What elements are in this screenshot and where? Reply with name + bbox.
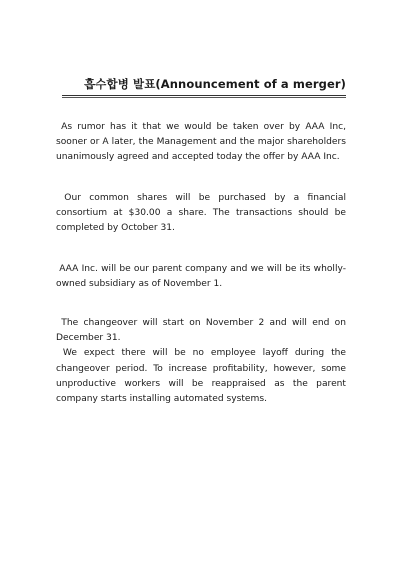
paragraph-text: AAA Inc. will be our parent company and we will be its wholly-owned subsidiary as of November 1. bbox=[56, 264, 346, 290]
title-underline bbox=[62, 95, 346, 96]
paragraph-parent-company bbox=[56, 262, 346, 292]
paragraph-text: The changeover will start on November 2 and will end on December 31. bbox=[56, 318, 346, 344]
paragraph-rumor bbox=[56, 120, 346, 166]
page-title: 흡수합병 발표(Announcement of a merger) bbox=[84, 77, 346, 91]
paragraph-text: Our common shares will be purchased by a financial consortium at $30.00 a share. The transactions should be completed by October 31. bbox=[56, 193, 346, 234]
paragraph-changeover bbox=[56, 316, 346, 407]
paragraph-text: We expect there will be no employee layoff during the changeover period. To increase profitability, however, some unproductive workers will be reappraised as the parent company starts installing automated systems. bbox=[56, 348, 346, 405]
title-underline-double bbox=[62, 97, 346, 98]
paragraph-share-purchase bbox=[56, 191, 346, 237]
paragraph-text: As rumor has it that we would be taken over by AAA Inc, sooner or A later, the Management and the major shareholders unanimously agreed and accepted today the offer by AAA Inc. bbox=[56, 122, 346, 163]
